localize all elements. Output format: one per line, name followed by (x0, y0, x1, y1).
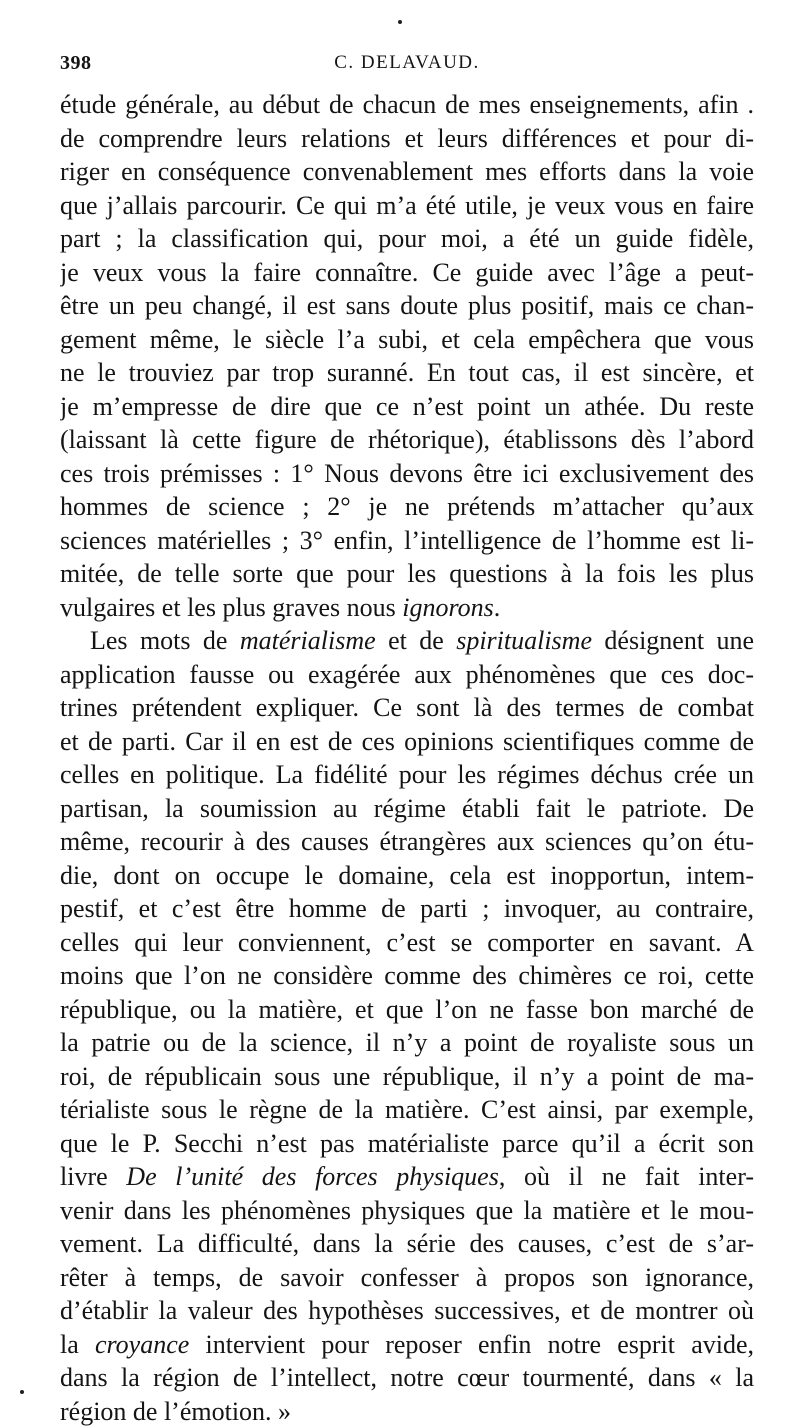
italic-term: matérialisme (239, 626, 376, 655)
italic-term: ignorons (402, 592, 494, 622)
text-line: livre De l’unité des forces physiques, où il ne fait inter- (60, 1162, 754, 1191)
text-line: étude générale, au début de chacun de mes enseignements, afin . (60, 90, 754, 119)
text-line: celles qui leur conviennent, c’est se comporter en savant. A (60, 927, 754, 957)
text-line: roi, de républicain sous une république, il n’y a point de ma- (60, 1061, 754, 1091)
running-head: C. DELAVAUD. (334, 52, 480, 73)
text-line: d’établir la valeur des hypothèses successives, et de montrer où (60, 1296, 754, 1325)
text-line: que j’allais parcourir. Ce qui m’a été utile, je veux vous en faire (60, 190, 754, 220)
text-line: celles en politique. La fidélité pour les régimes déchus crée un (60, 760, 754, 789)
text-line: térialiste sous le règne de la matière. C’est ainsi, par exemple, (60, 1095, 754, 1124)
margin-mark-dot (20, 1390, 24, 1394)
text-line: de comprendre leurs relations et leurs différences et pour di- (60, 123, 754, 153)
text-line: même, recourir à des causes étrangères aux sciences qu’on étu- (60, 827, 754, 856)
text-line: venir dans les phénomènes physiques que la matière et le mou- (60, 1195, 754, 1225)
printer-mark-dot (398, 20, 402, 24)
text-line: application fausse ou exagérée aux phénomènes que ces doc- (60, 659, 754, 689)
text-line: la croyance intervient pour reposer enfin notre esprit avide, (60, 1329, 754, 1359)
text-line: hommes de science ; 2° je ne prétends m’attacher qu’aux (60, 492, 754, 521)
text-line: riger en conséquence convenablement mes efforts dans la voie (60, 157, 754, 186)
text-line: pestif, et c’est être homme de parti ; invoquer, au contraire, (60, 894, 754, 923)
italic-term: De l’unité des forces physiques (126, 1162, 499, 1191)
italic-term: spiritualisme (456, 626, 592, 655)
text-line: dans la région de l’intellect, notre cœur tourmenté, dans « la (60, 1363, 754, 1392)
text-body (60, 88, 754, 1428)
text-line: trines prétendent expliquer. Ce sont là des termes de combat (60, 693, 754, 722)
text-line: partisan, la soumission au régime établi fait le patriote. De (60, 793, 754, 823)
text-line: vulgaires et les plus graves nous ignorons. (60, 592, 501, 622)
text-line: être un peu changé, il est sans doute plus positif, mais ce chan- (60, 291, 754, 320)
text-line: moins que l’on ne considère comme des chimères ce roi, cette (60, 961, 754, 990)
page-number: 398 (60, 52, 92, 74)
text-line: part ; la classification qui, pour moi, a été un guide fidèle, (60, 224, 754, 253)
text-line: rêter à temps, de savoir confesser à propos son ignorance, (60, 1262, 754, 1292)
text-line: mitée, de telle sorte que pour les questions à la fois les plus (60, 559, 754, 588)
text-line: que le P. Secchi n’est pas matérialiste parce qu’il a écrit son (60, 1128, 754, 1158)
text-line: république, ou la matière, et que l’on ne fasse bon marché de (60, 994, 754, 1024)
paragraph (60, 88, 754, 624)
text-line: la patrie ou de la science, il n’y a point de royaliste sous un (60, 1028, 754, 1057)
text-line: et de parti. Car il en est de ces opinions scientifiques comme de (60, 726, 754, 756)
text-line: vement. La difficulté, dans la série des causes, c’est de s’ar- (60, 1229, 754, 1258)
text-line: région de l’émotion. » (60, 1396, 292, 1426)
text-line: gement même, le siècle l’a subi, et cela empêchera que vous (60, 324, 754, 354)
text-line: ces trois prémisses : 1° Nous devons être ici exclusivement des (60, 458, 754, 488)
page-header (60, 52, 754, 82)
text-line: die, dont on occupe le domaine, cela est inopportun, intem- (60, 860, 754, 890)
text-line: sciences matérielles ; 3° enfin, l’intelligence de l’homme est li- (60, 525, 754, 555)
italic-term: croyance (94, 1329, 190, 1359)
text-line: je veux vous la faire connaître. Ce guide avec l’âge a peut- (60, 257, 754, 287)
paragraph (60, 624, 754, 1428)
text-line: (laissant là cette figure de rhétorique), établissons dès l’abord (60, 425, 754, 454)
text-line: je m’empresse de dire que ce n’est point un athée. Du reste (60, 391, 754, 421)
text-line: ne le trouviez par trop suranné. En tout cas, il est sincère, et (60, 358, 754, 387)
text-line: Les mots de matérialisme et de spiritualisme désignent une (90, 626, 754, 655)
